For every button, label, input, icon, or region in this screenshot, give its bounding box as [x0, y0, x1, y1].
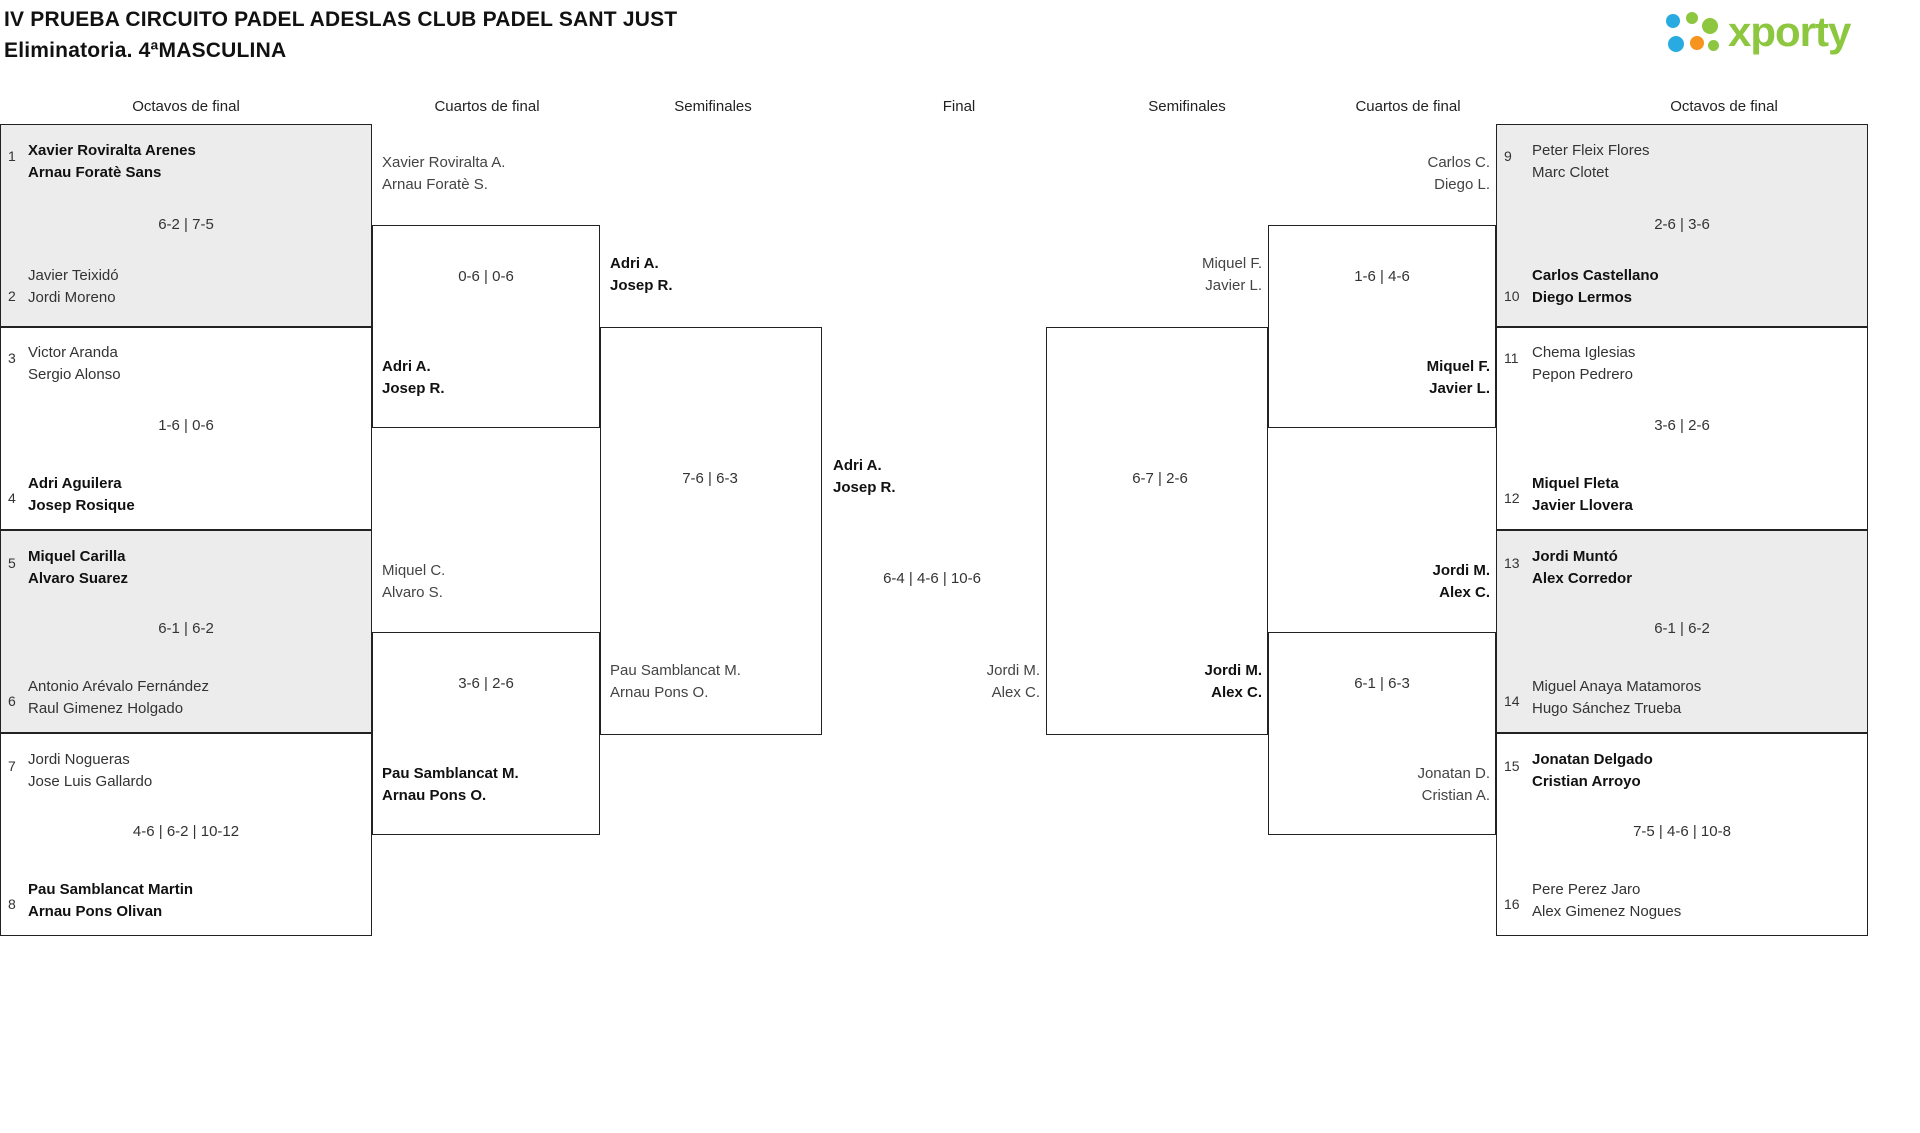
player-name: Diego L. — [1434, 176, 1490, 193]
player-name: Jordi Nogueras — [28, 751, 130, 768]
player-name: Arnau Pons O. — [610, 684, 709, 701]
player-name: Arnau Pons Olivan — [28, 903, 163, 920]
seed-number: 2 — [8, 288, 16, 304]
match-score: 3-6 | 2-6 — [458, 675, 514, 692]
round-label-left-octavos: Octavos de final — [132, 98, 240, 115]
logo-text: xporty — [1728, 8, 1851, 55]
match-score: 7-6 | 6-3 — [682, 470, 738, 487]
seed-number: 5 — [8, 555, 16, 571]
match-score: 7-5 | 4-6 | 10-8 — [1633, 823, 1731, 840]
player-name: Antonio Arévalo Fernández — [28, 678, 209, 695]
player-name: Alex Corredor — [1532, 570, 1633, 587]
player-name: Miquel C. — [382, 562, 446, 579]
player-name: Diego Lermos — [1532, 289, 1633, 306]
player-name: Marc Clotet — [1532, 164, 1609, 181]
player-name: Javier L. — [1429, 380, 1490, 397]
seed-number: 6 — [8, 693, 16, 709]
player-name: Chema Iglesias — [1532, 344, 1636, 361]
player-name: Alex C. — [1439, 584, 1490, 601]
page-title: IV PRUEBA CIRCUITO PADEL ADESLAS CLUB PADEL SANT JUST — [4, 8, 678, 31]
player-name: Sergio Alonso — [28, 366, 121, 383]
player-name: Jonatan Delgado — [1532, 751, 1653, 768]
match-score: 6-2 | 7-5 — [158, 216, 214, 233]
round-label-left-semifinales: Semifinales — [674, 98, 752, 115]
player-name: Cristian A. — [1421, 787, 1490, 804]
round-label-left-cuartos: Cuartos de final — [434, 98, 540, 115]
page-header — [0, 0, 1920, 82]
player-name: Raul Gimenez Holgado — [28, 700, 184, 717]
final-score: 6-4 | 4-6 | 10-6 — [883, 570, 981, 587]
seed-number: 1 — [8, 148, 16, 164]
player-name: Adri Aguilera — [28, 475, 122, 492]
match-score: 6-1 | 6-3 — [1354, 675, 1410, 692]
player-name: Pau Samblancat M. — [382, 765, 519, 782]
seed-number: 10 — [1504, 288, 1520, 304]
player-name: Miguel Anaya Matamoros — [1532, 678, 1702, 695]
player-name: Victor Aranda — [28, 344, 118, 361]
player-name: Carlos C. — [1427, 154, 1490, 171]
player-name: Xavier Roviralta A. — [382, 154, 506, 171]
finalist-name: Josep R. — [833, 479, 896, 496]
player-name: Josep Rosique — [28, 497, 135, 514]
player-name: Miquel Carilla — [28, 548, 126, 565]
round-label-right-semifinales: Semifinales — [1148, 98, 1226, 115]
player-name: Miquel F. — [1201, 255, 1262, 272]
seed-number: 12 — [1504, 490, 1520, 506]
finalist-name: Alex C. — [991, 684, 1040, 701]
player-name: Xavier Roviralta Arenes — [28, 142, 196, 159]
seed-number: 7 — [8, 758, 16, 774]
player-name: Jonatan D. — [1417, 765, 1490, 782]
player-name: Josep R. — [382, 380, 445, 397]
player-name: Carlos Castellano — [1532, 267, 1659, 284]
player-name: Arnau Pons O. — [382, 787, 487, 804]
match-score: 0-6 | 0-6 — [458, 268, 514, 285]
xporty-logo — [1666, 6, 1906, 62]
player-name: Arnau Foratè Sans — [28, 164, 162, 181]
player-name: Pepon Pedrero — [1532, 366, 1633, 383]
match-score: 6-7 | 2-6 — [1132, 470, 1188, 487]
match-score: 1-6 | 4-6 — [1354, 268, 1410, 285]
player-name: Jordi Moreno — [28, 289, 116, 306]
round-label-final: Final — [942, 98, 976, 115]
finalist-name: Adri A. — [833, 457, 882, 474]
match-score: 2-6 | 3-6 — [1654, 216, 1710, 233]
player-name: Miquel F. — [1426, 358, 1490, 375]
page-subtitle: Eliminatoria. 4ªMASCULINA — [4, 39, 287, 62]
player-name: Miquel Fleta — [1532, 475, 1619, 492]
seed-number: 13 — [1504, 555, 1520, 571]
match-score: 4-6 | 6-2 | 10-12 — [132, 823, 240, 840]
player-name: Pau Samblancat M. — [610, 662, 741, 679]
player-name: Jordi M. — [1432, 562, 1490, 579]
seed-number: 14 — [1504, 693, 1520, 709]
match-score: 6-1 | 6-2 — [158, 620, 214, 637]
player-name: Josep R. — [610, 277, 673, 294]
player-name: Pau Samblancat Martin — [28, 881, 194, 898]
player-name: Peter Fleix Flores — [1532, 142, 1650, 159]
finalist-name: Jordi M. — [986, 662, 1040, 679]
player-name: Jordi Muntó — [1532, 548, 1618, 565]
player-name: Alex C. — [1211, 684, 1262, 701]
player-name: Alex Gimenez Nogues — [1532, 903, 1682, 920]
player-name: Jordi M. — [1204, 662, 1262, 679]
logo-dots-icon — [1666, 12, 1722, 58]
round-label-right-cuartos: Cuartos de final — [1355, 98, 1461, 115]
player-name: Javier L. — [1205, 277, 1262, 294]
player-name: Hugo Sánchez Trueba — [1532, 700, 1682, 717]
player-name: Jose Luis Gallardo — [28, 773, 153, 790]
player-name: Javier Teixidó — [28, 267, 119, 284]
player-name: Arnau Foratè S. — [382, 176, 488, 193]
player-name: Alvaro S. — [382, 584, 443, 601]
match-score: 6-1 | 6-2 — [1654, 620, 1710, 637]
player-name: Adri A. — [382, 358, 431, 375]
seed-number: 16 — [1504, 896, 1520, 912]
seed-number: 11 — [1504, 350, 1519, 366]
seed-number: 15 — [1504, 758, 1520, 774]
player-name: Cristian Arroyo — [1532, 773, 1641, 790]
match-score: 3-6 | 2-6 — [1654, 417, 1710, 434]
match-score: 1-6 | 0-6 — [158, 417, 214, 434]
seed-number: 4 — [8, 490, 16, 506]
round-label-right-octavos: Octavos de final — [1670, 98, 1778, 115]
player-name: Javier Llovera — [1532, 497, 1633, 514]
player-name: Alvaro Suarez — [28, 570, 129, 587]
player-name: Pere Perez Jaro — [1532, 881, 1641, 898]
player-name: Adri A. — [610, 255, 659, 272]
seed-number: 3 — [8, 350, 16, 366]
title-block — [4, 4, 677, 66]
seed-number: 8 — [8, 896, 16, 912]
seed-number: 9 — [1504, 148, 1512, 164]
